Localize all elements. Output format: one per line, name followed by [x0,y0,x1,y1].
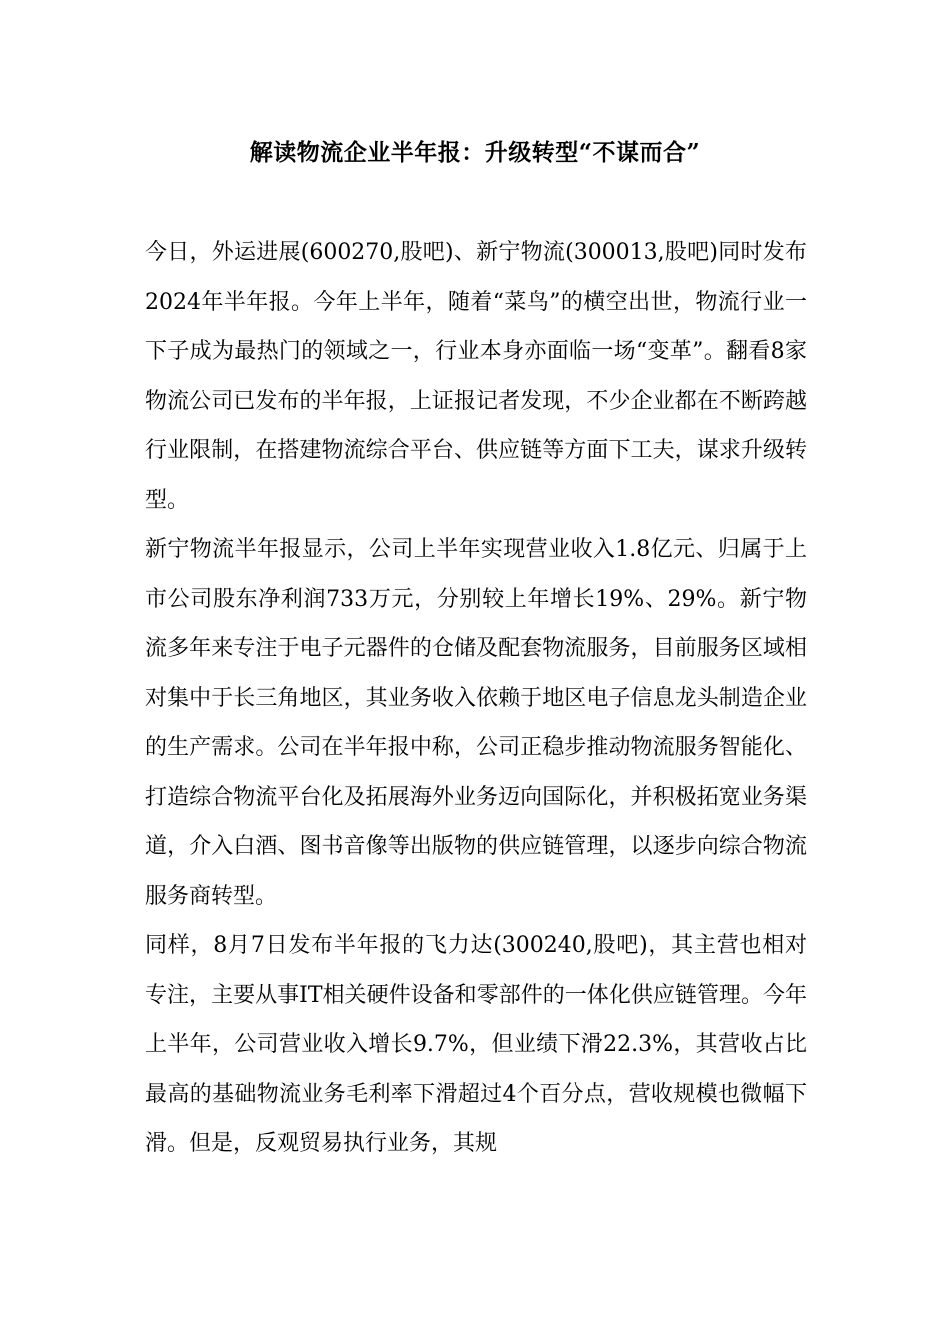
paragraph: 今日，外运进展(600270,股吧)、新宁物流(300013,股吧)同时发布2024年半年报。今年上半年，随着“菜鸟”的横空出世，物流行业一下子成为最热门的领域之一，行业本身亦面临一场“变革”。翻看8家物流公司已发布的半年报，上证报记者发现，不少企业都在不断跨越行业限制，在搭建物流综合平台、供应链等方面下工夫，谋求升级转型。 [145,240,807,513]
paragraph: 同样，8月7日发布半年报的飞力达(300240,股吧)，其主营也相对专注，主要从事IT相关硬件设备和零部件的一体化供应链管理。今年上半年，公司营业收入增长9.7%，但业绩下滑22.3%，其营收占比最高的基础物流业务毛利率下滑超过4个百分点，营收规模也微幅下滑。但是，反观贸易执行业务，其规 [145,933,807,1156]
document-body [145,228,807,1169]
document-title: 解读物流企业半年报：升级转型“不谋而合” [249,139,701,166]
paragraph: 新宁物流半年报显示，公司上半年实现营业收入1.8亿元、归属于上市公司股东净利润733万元，分别较上年增长19%、29%。新宁物流多年来专注于电子元器件的仓储及配套物流服务，目前服务区域相对集中于长三角地区，其业务收入依赖于地区电子信息龙头制造企业的生产需求。公司在半年报中称，公司正稳步推动物流服务智能化、打造综合物流平台化及拓展海外业务迈向国际化，并积极拓宽业务渠道，介入白酒、图书音像等出版物的供应链管理，以逐步向综合物流服务商转型。 [145,537,807,909]
